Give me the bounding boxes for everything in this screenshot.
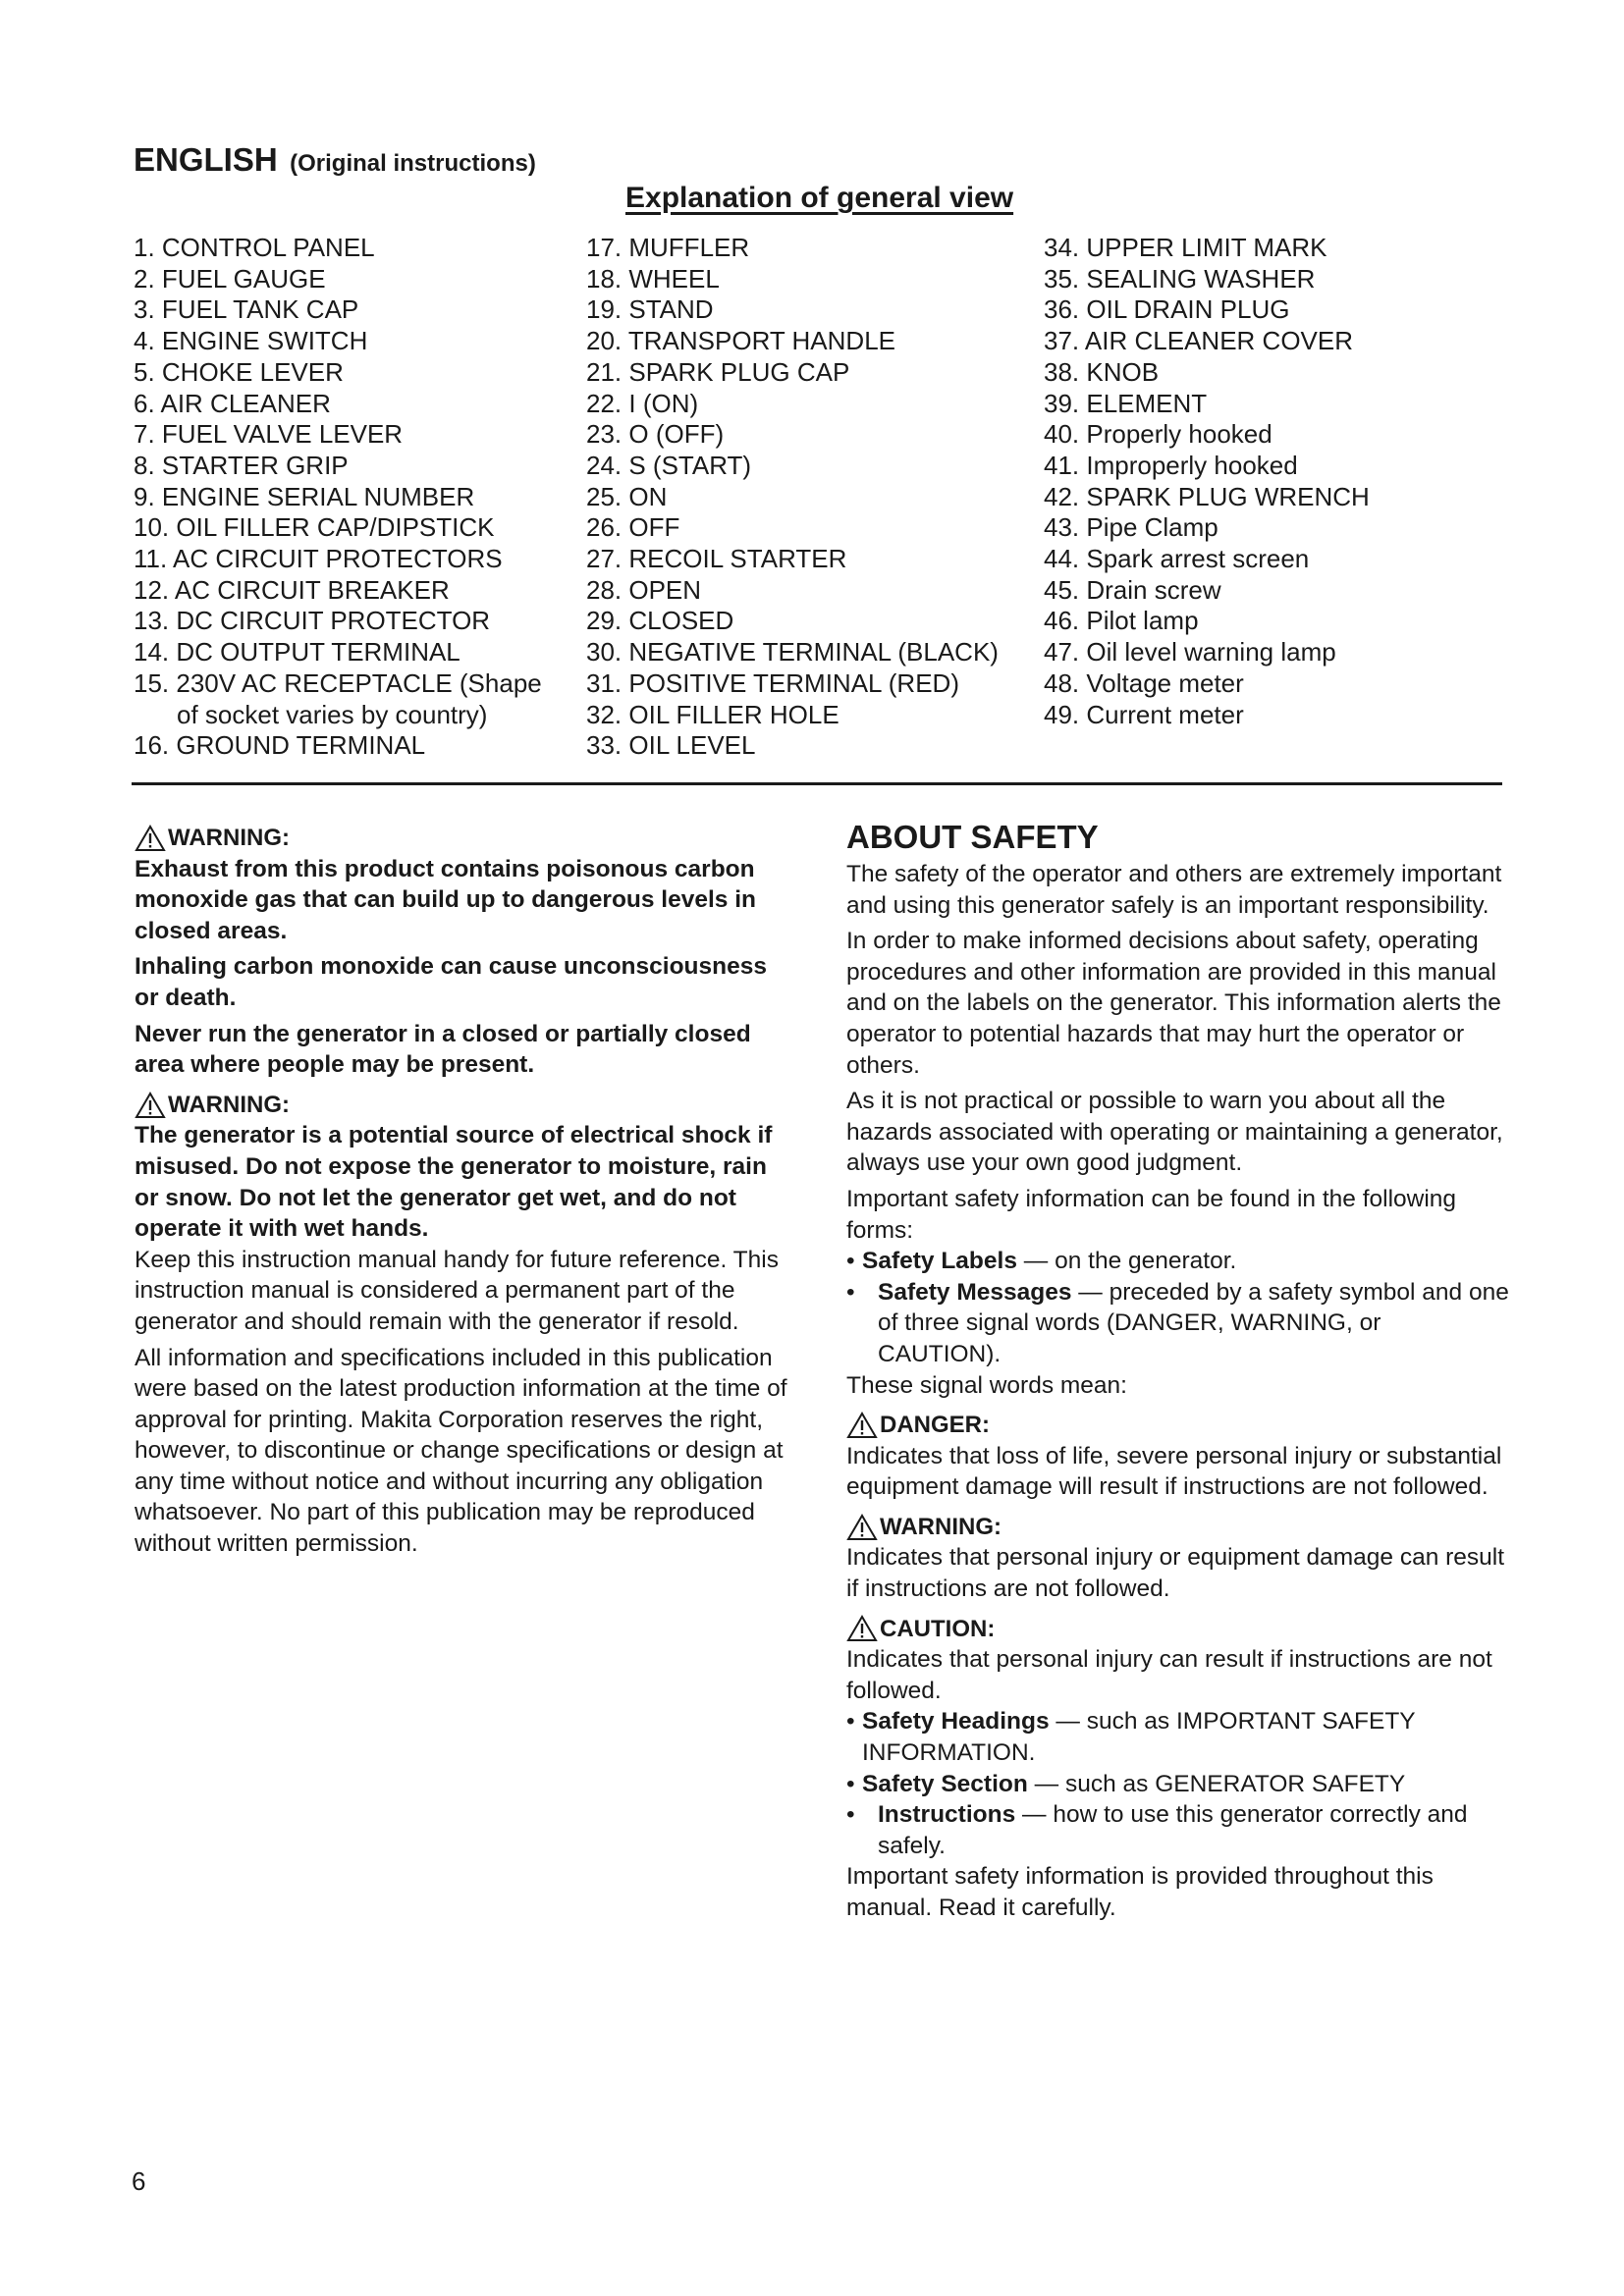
- list-item: 33. OIL LEVEL: [586, 730, 756, 761]
- danger-heading: [846, 1410, 1510, 1441]
- paragraph: Indicates that loss of life, severe personal injury or substantial equipment damage will result if instructions are not followed.: [846, 1442, 1502, 1501]
- list-item: 3. FUEL TANK CAP: [134, 294, 359, 325]
- list-item: 23. O (OFF): [586, 419, 725, 450]
- list-item: 47. Oil level warning lamp: [1044, 637, 1336, 667]
- bullet: •: [846, 1248, 855, 1275]
- bullet: •: [846, 1708, 855, 1735]
- bullet-text: — preceded by a safety symbol and one of three signal words (DANGER, WARNING, or CAUTION).: [878, 1278, 1509, 1367]
- list-item: 40. Properly hooked: [1044, 419, 1272, 450]
- list-item: 27. RECOIL STARTER: [586, 544, 847, 574]
- section-divider: [132, 782, 1502, 785]
- paragraph: In order to make informed decisions about safety, operating procedures and other information are provided in this manual and on the labels on the generator. This information alerts the operator to potential hazards that may hurt the operator or others.: [846, 928, 1501, 1079]
- list-item: 15. 230V AC RECEPTACLE (Shape: [134, 667, 542, 698]
- list-item: 31. POSITIVE TERMINAL (RED): [586, 667, 959, 698]
- bullet-text: — such as IMPORTANT SAFETY INFORMATION.: [862, 1708, 1416, 1767]
- list-item: [846, 1706, 1510, 1768]
- left-column: [135, 823, 792, 1560]
- paragraph: Keep this instruction manual handy for future reference. This instruction manual is considered a permanent part of the generator and should remain with the generator if resold.: [135, 1246, 779, 1335]
- list-item: [846, 1799, 1510, 1861]
- list-item: 7. FUEL VALVE LEVER: [134, 419, 404, 450]
- warning-text: Inhaling carbon monoxide can cause unconsciousness or death.: [135, 953, 767, 1011]
- list-item: 22. I (ON): [586, 388, 699, 418]
- list-item: 37. AIR CLEANER COVER: [1044, 326, 1353, 356]
- bullet-term: Safety Labels: [862, 1248, 1017, 1275]
- bullet-term: Safety Headings: [862, 1708, 1050, 1735]
- list-item: 42. SPARK PLUG WRENCH: [1044, 481, 1370, 511]
- list-item: 2. FUEL GAUGE: [134, 263, 326, 294]
- paragraph: All information and specifications included in this publication were based on the latest production information at the time of approval for printing. Makita Corporation reserves the right, however, to discontinue or change specifications or design at any time without notice and without incurring any obligation whatsoever. No part of this publication may be reproduced without written permission.: [135, 1344, 787, 1558]
- list-item: 5. CHOKE LEVER: [134, 356, 344, 387]
- list-item: 39. ELEMENT: [1044, 388, 1208, 418]
- bullet-text: — such as GENERATOR SAFETY: [1027, 1770, 1406, 1797]
- caution-label: CAUTION:: [880, 1615, 996, 1642]
- parts-list-column-1: [134, 233, 542, 762]
- list-item: 44. Spark arrest screen: [1044, 544, 1310, 574]
- list-item: 32. OIL FILLER HOLE: [586, 699, 839, 729]
- warning-text: Never run the generator in a closed or partially closed area where people may be present.: [135, 1020, 751, 1079]
- bullet-text: — on the generator.: [1016, 1248, 1237, 1275]
- bullet-term: Safety Messages: [878, 1278, 1072, 1306]
- paragraph: Indicates that personal injury or equipment damage can result if instructions are not followed.: [846, 1544, 1505, 1603]
- list-item: 1. CONTROL PANEL: [134, 233, 375, 262]
- list-item: 29. CLOSED: [586, 606, 734, 636]
- list-item-continuation: of socket varies by country): [177, 699, 488, 729]
- list-item: 13. DC CIRCUIT PROTECTOR: [134, 606, 491, 636]
- danger-label: DANGER:: [880, 1412, 990, 1439]
- bullet: •: [846, 1801, 855, 1829]
- list-item: 48. Voltage meter: [1044, 667, 1244, 698]
- list-item: 18. WHEEL: [586, 263, 720, 294]
- list-item: 46. Pilot lamp: [1044, 606, 1199, 636]
- list-item: 49. Current meter: [1044, 699, 1244, 729]
- list-item: 24. S (START): [586, 450, 752, 480]
- warning-text: Exhaust from this product contains poisonous carbon monoxide gas that can build up to dangerous levels in closed areas.: [135, 855, 757, 944]
- list-item: 12. AC CIRCUIT BREAKER: [134, 574, 450, 605]
- list-item: 4. ENGINE SWITCH: [134, 326, 368, 356]
- bullet-term: Safety Section: [862, 1770, 1028, 1797]
- list-item: 19. STAND: [586, 294, 714, 325]
- right-column: [846, 818, 1510, 1924]
- warning-heading: [846, 1512, 1510, 1543]
- list-item: 20. TRANSPORT HANDLE: [586, 326, 895, 356]
- warning-label: WARNING:: [880, 1513, 1001, 1540]
- list-item: [846, 1246, 1510, 1277]
- warning-triangle-icon: [846, 1514, 878, 1541]
- warning-heading: [135, 823, 792, 854]
- list-item: 28. OPEN: [586, 574, 702, 605]
- language-label: ENGLISH: [134, 141, 278, 178]
- parts-list-column-2: [586, 233, 999, 762]
- warning-text: The generator is a potential source of electrical shock if misused. Do not expose the generator to moisture, rain or snow. Do not let the generator get wet, and do not operate it with wet hands.: [135, 1122, 773, 1243]
- warning-heading: [135, 1090, 792, 1121]
- warning-triangle-icon: [135, 1092, 166, 1119]
- list-item: 16. GROUND TERMINAL: [134, 730, 426, 761]
- list-item: 38. KNOB: [1044, 356, 1160, 387]
- warning-triangle-icon: [135, 825, 166, 852]
- list-item: 14. DC OUTPUT TERMINAL: [134, 637, 460, 667]
- list-item: 10. OIL FILLER CAP/DIPSTICK: [134, 512, 495, 543]
- list-item: 34. UPPER LIMIT MARK: [1044, 233, 1327, 262]
- caution-heading: [846, 1614, 1510, 1645]
- bullet: •: [846, 1770, 855, 1797]
- page-number: 6: [132, 2166, 146, 2196]
- list-item: [846, 1769, 1510, 1800]
- list-item: [846, 1277, 1510, 1370]
- paragraph: Important safety information is provided throughout this manual. Read it carefully.: [846, 1863, 1434, 1921]
- paragraph: The safety of the operator and others are extremely important and using this generator safely is an important responsibility.: [846, 861, 1502, 919]
- warning-label: WARNING:: [168, 825, 290, 851]
- warning-label: WARNING:: [168, 1091, 290, 1118]
- list-item: 45. Drain screw: [1044, 574, 1221, 605]
- list-item: 8. STARTER GRIP: [134, 450, 349, 480]
- language-subtitle: (Original instructions): [290, 150, 536, 177]
- list-item: 25. ON: [586, 481, 668, 511]
- about-safety-heading: ABOUT SAFETY: [846, 819, 1099, 855]
- paragraph: Important safety information can be found in the following forms:: [846, 1185, 1457, 1244]
- list-item: 9. ENGINE SERIAL NUMBER: [134, 481, 475, 511]
- list-item: 17. MUFFLER: [586, 233, 750, 262]
- list-item: 36. OIL DRAIN PLUG: [1044, 294, 1290, 325]
- bullet-term: Instructions: [878, 1801, 1016, 1829]
- list-item: 43. Pipe Clamp: [1044, 512, 1218, 543]
- paragraph: These signal words mean:: [846, 1371, 1127, 1399]
- bullet-text: — how to use this generator correctly and safely.: [878, 1801, 1468, 1859]
- list-item: 21. SPARK PLUG CAP: [586, 356, 850, 387]
- list-item: 41. Improperly hooked: [1044, 450, 1298, 480]
- list-item: 26. OFF: [586, 512, 680, 543]
- list-item: 11. AC CIRCUIT PROTECTORS: [134, 544, 503, 574]
- parts-list-column-3: [1044, 233, 1370, 730]
- bullet: •: [846, 1278, 855, 1306]
- section-header: [134, 141, 536, 179]
- general-view-title: Explanation of general view: [625, 182, 1014, 214]
- warning-triangle-icon: [846, 1615, 878, 1642]
- list-item: 35. SEALING WASHER: [1044, 263, 1316, 294]
- paragraph: As it is not practical or possible to warn you about all the hazards associated with operating or maintaining a generator, always use your own good judgment.: [846, 1088, 1503, 1177]
- paragraph: Indicates that personal injury can result if instructions are not followed.: [846, 1646, 1492, 1704]
- list-item: 6. AIR CLEANER: [134, 388, 331, 418]
- list-item: 30. NEGATIVE TERMINAL (BLACK): [586, 637, 999, 667]
- warning-triangle-icon: [846, 1412, 878, 1439]
